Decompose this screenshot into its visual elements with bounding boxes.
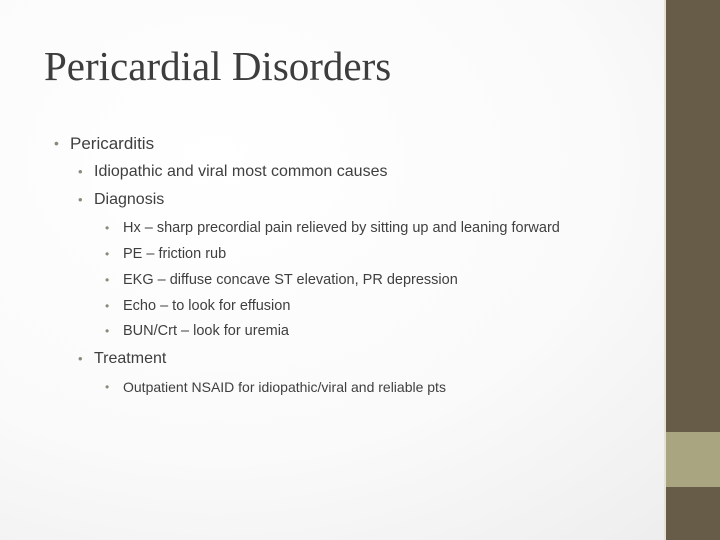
bullet-bun-crt (105, 323, 289, 339)
bullet-text: EKG – diffuse concave ST elevation, PR depression (123, 272, 458, 288)
bullet-dot-icon: • (105, 273, 110, 287)
bullet-text: Treatment (94, 350, 167, 367)
bullet-ekg (105, 272, 458, 288)
bullet-physical-exam (105, 246, 227, 262)
sidebar-accent-block (666, 432, 720, 487)
bullet-text: BUN/Crt – look for uremia (123, 323, 289, 339)
bullet-dot-icon: • (78, 164, 83, 179)
bullet-pericarditis (54, 134, 155, 154)
bullet-dot-icon: • (78, 351, 83, 366)
bullet-dot-icon: • (105, 324, 110, 338)
bullet-text: Echo – to look for effusion (123, 298, 291, 314)
bullet-dot-icon: • (105, 380, 110, 394)
bullet-treatment (78, 350, 167, 368)
bullet-text: Outpatient NSAID for idiopathic/viral and reliable pts (123, 379, 446, 395)
bullet-history (105, 220, 560, 236)
bullet-text: Idiopathic and viral most common causes (94, 163, 388, 180)
bullet-dot-icon: • (78, 192, 83, 207)
bullet-diagnosis (78, 191, 165, 209)
bullet-text: Hx – sharp precordial pain relieved by sitting up and leaning forward (123, 220, 560, 236)
bullet-dot-icon: • (54, 135, 59, 151)
slide-title: Pericardial Disorders (44, 43, 392, 89)
bullet-dot-icon: • (105, 299, 110, 313)
bullet-echo (105, 298, 291, 314)
sidebar-bar-top (666, 0, 720, 432)
bullet-text: PE – friction rub (123, 246, 227, 262)
bullet-text: Pericarditis (70, 134, 155, 153)
bullet-dot-icon: • (105, 247, 110, 261)
sidebar-bar-bottom (666, 487, 720, 540)
bullet-nsaid (105, 379, 446, 395)
bullet-text: Diagnosis (94, 191, 165, 208)
bullet-causes (78, 163, 388, 181)
bullet-dot-icon: • (105, 221, 110, 235)
